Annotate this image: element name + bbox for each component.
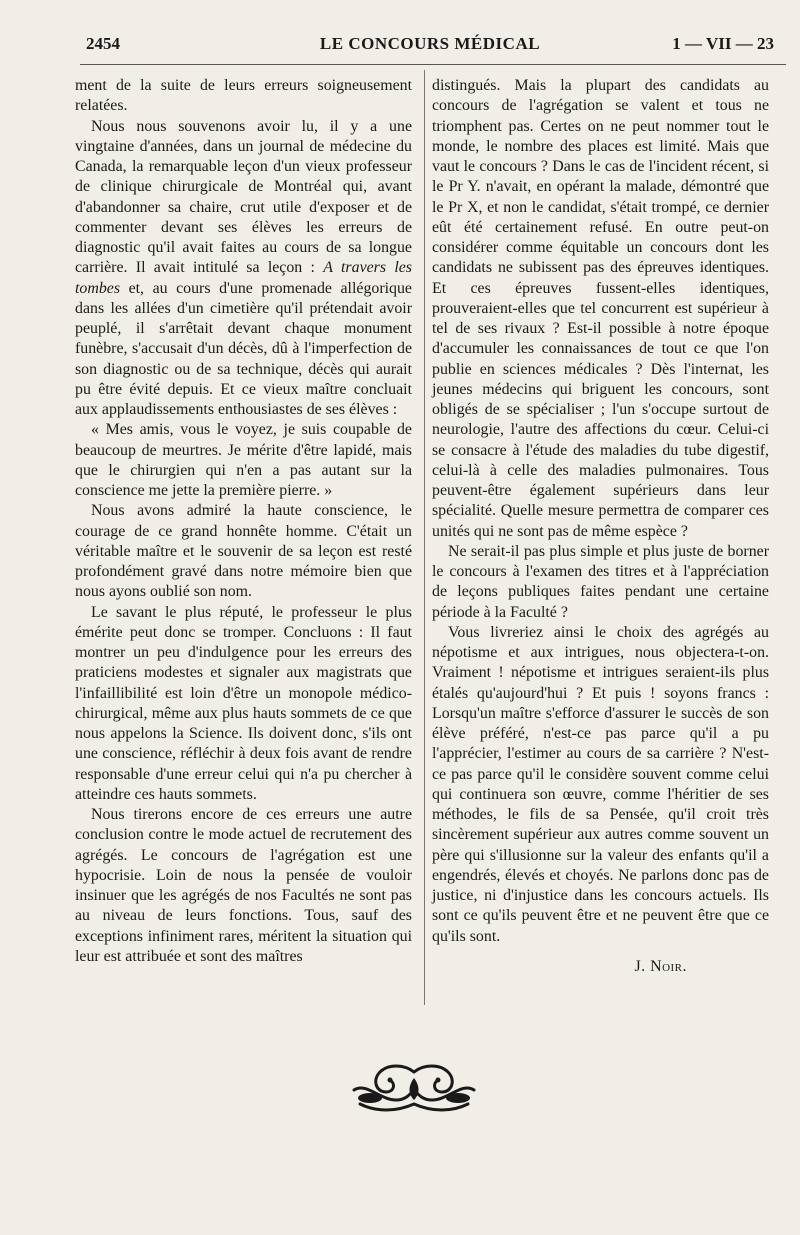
right-column — [432, 76, 769, 977]
paragraph: Nous avons admiré la haute conscience, le courage de ce grand honnête homme. C'était un véritable maître et le souvenir de sa leçon est resté profondément gravé dans notre mémoire bien que nous ayons oublié son nom. — [75, 502, 412, 601]
paragraph: ment de la suite de leurs erreurs soigneusement relatées. — [75, 77, 412, 115]
issue-date: 1 — VII — 23 — [672, 34, 774, 53]
paragraph: Le savant le plus réputé, le professeur le plus émérite peut donc se tromper. Concluons : Il faut montrer un peu d'indulgence pour les erreurs des praticiens modestes et signaler aux magistrats que l'infaillibilité est loin d'être un monopole médico-chirurgical, même aux plus hauts sommets de ce que nous appelons la Science. Ils doivent donc, s'ils ont une conscience, réfléchir à deux fois avant de rendre responsable d'une erreur celui qui n'a pu chercher à atteindre ces hauts sommets. — [75, 603, 412, 803]
paragraph: Ne serait-il pas plus simple et plus juste de borner le concours à l'examen des titres et à l'appréciation de leçons publiques faites pendant une certaine période à la Faculté ? — [432, 542, 769, 621]
paragraph: Vous livreriez ainsi le choix des agrégés au népotisme et aux intrigues, nous objectera-t-on. Vraiment ! népotisme et intrigues seraient-ils plus étalés qu'aujourd'hui ? Et puis ! soyons francs : Lorsqu'un maître s'efforce d'assurer le succès de son élève préféré, n'est-ce pas parce qu'il a pu l'apprécier, l'estimer au cours de sa carrière ? N'est-ce pas parce qu'il le considère souvent comme celui qui continuera son œuvre, comme l'héritier de ses méthodes, le fils de sa Pensée, qu'il croit très sincèrement supérieur aux autres comme souvent un père qui s'illusionne sur la valeur des enfants qu'il a engendrés, élevés et choyés. Ne parlons donc pas de justice, ni d'injustice dans les concours actuels. Ils sont ce qu'ils peuvent être et ne peuvent être que ce qu'ils sont. — [432, 623, 769, 945]
paragraph: distingués. Mais la plupart des candidats au concours de l'agrégation se valent et tous ne triomphent pas. Certes on ne peut nommer tout le monde, le nombre des places est limité. Mais que vaut le concours ? Dans le cas de l'incident récent, si le Pr Y. n'avait, en opérant la malade, démontré que le Pr X, et non le candidat, s'était trompé, ce dernier eût été certainement refusé. En outre peut-on considérer comme équitable un concours dont les candidats ne subissent pas des épreuves identiques. Et ces épreuves fussent-elles identiques, prouveraient-elles que tel concurrent est supérieur à tel de ses rivaux ? Est-il possible à notre époque d'accumuler les connaissances de tout ce que l'on publie en sciences médicales ? Dès l'internat, les jeunes médecins qui briguent les concours, sont obligés de se spécialiser ; l'un s'occupe surtout de neurologie, l'autre des affections du cœur. Celui-ci se consacre à l'étude des maladies du tube digestif, celui-là à celle des maladies pulmonaires. Tous peuvent-être également supérieurs dans leur spécialité. Quelle mesure permettra de comparer ces unités qui ne sont pas de même espèce ? — [432, 77, 769, 540]
journal-title: LE CONCOURS MÉDICAL — [319, 34, 541, 53]
paragraph — [75, 117, 412, 421]
paragraph-text: et, au cours d'une promenade allégorique dans les allées d'un cimetière qu'il prétendait avoir peuplé, il s'arrêtait devant chaque monument funèbre, s'accusait d'un décès, dû à l'imperfection de son diagnostic ou de sa technique, décès qui aurait pu être évité depuis. Et ce vieux maître concluait aux applaudissements enthousiastes de ses élèves : — [75, 279, 412, 418]
column-divider — [424, 70, 425, 1005]
quotation: « Mes amis, vous le voyez, je suis coupable de beaucoup de meurtres. Je mérite d'être lapidé, mais que le chirurgien qui n'en a pas autant sur la conscience me jette la première pierre. » — [75, 421, 412, 499]
paragraph: Nous tirerons encore de ces erreurs une autre conclusion contre le mode actuel de recrutement des agrégés. Le concours de l'agrégation est une hypocrisie. Loin de nous la pensée de vouloir insinuer que les agrégés de nos Facultés ne sont pas au niveau de leurs fonctions. Tous, sauf des exceptions infiniment rares, méritent la situation qui leur est attribuée et sont des maîtres — [75, 806, 412, 965]
page-header — [86, 34, 774, 56]
left-column — [75, 76, 412, 967]
lesson-title: A travers les tombes — [75, 259, 412, 297]
paragraph-text: Nous nous souvenons avoir lu, il y a une vingtaine d'années, dans un journal de médecine du Canada, la remarquable leçon d'un vieux professeur de clinique chirurgicale de Montréal qui, avant d'abandonner sa chaire, crut utile d'exposer et de commenter devant ses élèves les erreurs de diagnostic qu'il avait faites au cours de sa longue carrière. Il avait intitulé sa leçon : — [75, 117, 412, 277]
page-number: 2454 — [86, 34, 120, 53]
header-rule — [80, 64, 786, 65]
author-signature: J. Noir. — [634, 957, 687, 975]
fleuron-ornament-icon — [346, 1060, 482, 1116]
